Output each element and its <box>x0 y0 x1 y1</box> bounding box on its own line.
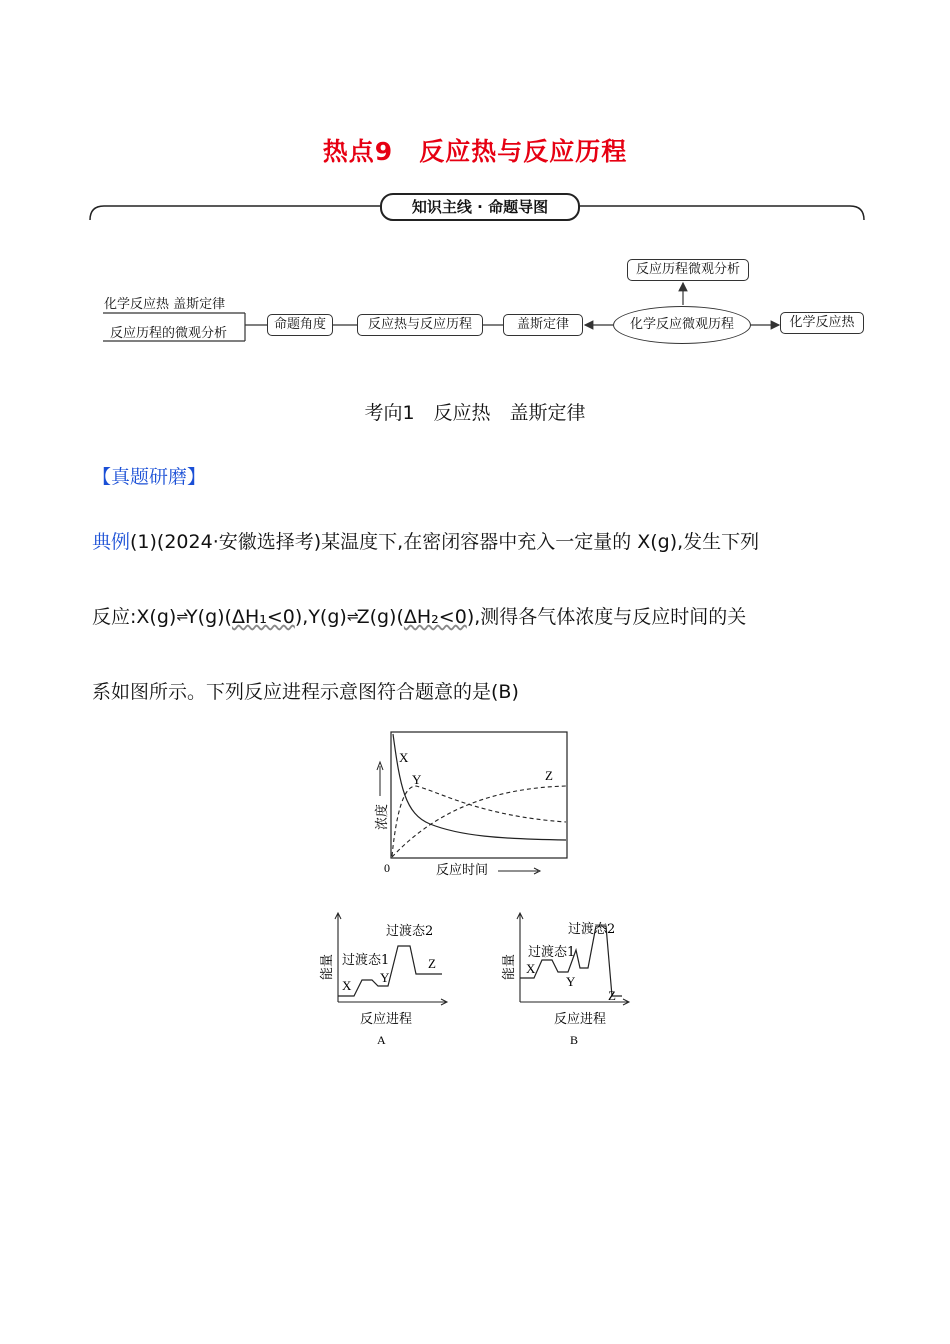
section-banner: 知识主线 · 命题导图 <box>380 193 580 221</box>
mindmap-left-line1: 化学反应热 盖斯定律 <box>104 297 226 312</box>
mindmap-box-right: 化学反应热 <box>780 312 864 334</box>
svg-text:能量: 能量 <box>320 953 335 980</box>
y-axis-label: 浓度 <box>375 803 390 830</box>
x-axis-label: 反应时间 <box>436 863 489 878</box>
equilibrium-arrow: ⇌ <box>176 609 187 625</box>
ts1-label-a: 过渡态1 <box>342 953 390 968</box>
example-line1: 典例(1)(2024·安徽选择考)某温度下,在密闭容器中充入一定量的 X(g),发生下列 <box>92 531 760 553</box>
mindmap-box-top: 反应历程微观分析 <box>627 259 749 281</box>
example-tag: 典例 <box>92 531 131 553</box>
svg-text:能量: 能量 <box>502 953 517 980</box>
equilibrium-arrow: ⇌ <box>346 609 357 625</box>
mindmap-box-angle: 命题角度 <box>267 314 333 336</box>
svg-text:X: X <box>342 978 352 993</box>
energy-diagram-a <box>318 910 458 1050</box>
subheading: 考向1 反应热 盖斯定律 <box>364 402 586 424</box>
page-title: 热点9 反应热与反应历程 <box>322 137 628 166</box>
svg-text:Z: Z <box>608 988 616 1003</box>
label-z: Z <box>545 768 553 783</box>
example-line3: 系如图所示。下列反应进程示意图符合题意的是(B) <box>92 681 519 703</box>
svg-text:Y: Y <box>566 974 576 989</box>
label-x: X <box>399 750 409 765</box>
curve-z <box>392 786 566 857</box>
ts2-label-b: 过渡态2 <box>568 922 616 937</box>
energy-diagram-b <box>500 910 640 1050</box>
svg-text:反应进程: 反应进程 <box>554 1012 607 1027</box>
curve-y <box>392 786 566 856</box>
mindmap-ellipse-micro: 化学反应微观历程 <box>613 306 751 344</box>
delta-h2: ΔH₂<0 <box>403 606 467 628</box>
label-y: Y <box>412 772 422 787</box>
svg-text:Z: Z <box>428 956 436 971</box>
example-line2: 反应:X(g)⇌Y(g)(ΔH₁<0),Y(g)⇌Z(g)(ΔH₂<0),测得各气体浓度与反应时间的关 <box>92 606 747 628</box>
mindmap-left-line2: 反应历程的微观分析 <box>110 326 228 341</box>
delta-h1: ΔH₁<0 <box>231 606 295 628</box>
ts2-label-a: 过渡态2 <box>386 924 434 939</box>
mindmap-box-hess: 盖斯定律 <box>503 314 583 336</box>
ts1-label-b: 过渡态1 <box>528 945 576 960</box>
svg-text:A: A <box>377 1033 386 1047</box>
svg-text:B: B <box>570 1033 579 1047</box>
svg-text:X: X <box>526 961 536 976</box>
section-label: 【真题研磨】 <box>92 466 207 488</box>
origin-label: 0 <box>384 861 390 875</box>
svg-text:Y: Y <box>380 970 390 985</box>
svg-text:反应进程: 反应进程 <box>360 1012 413 1027</box>
concentration-chart <box>360 726 580 886</box>
mindmap-box-heat-path: 反应热与反应历程 <box>357 314 483 336</box>
